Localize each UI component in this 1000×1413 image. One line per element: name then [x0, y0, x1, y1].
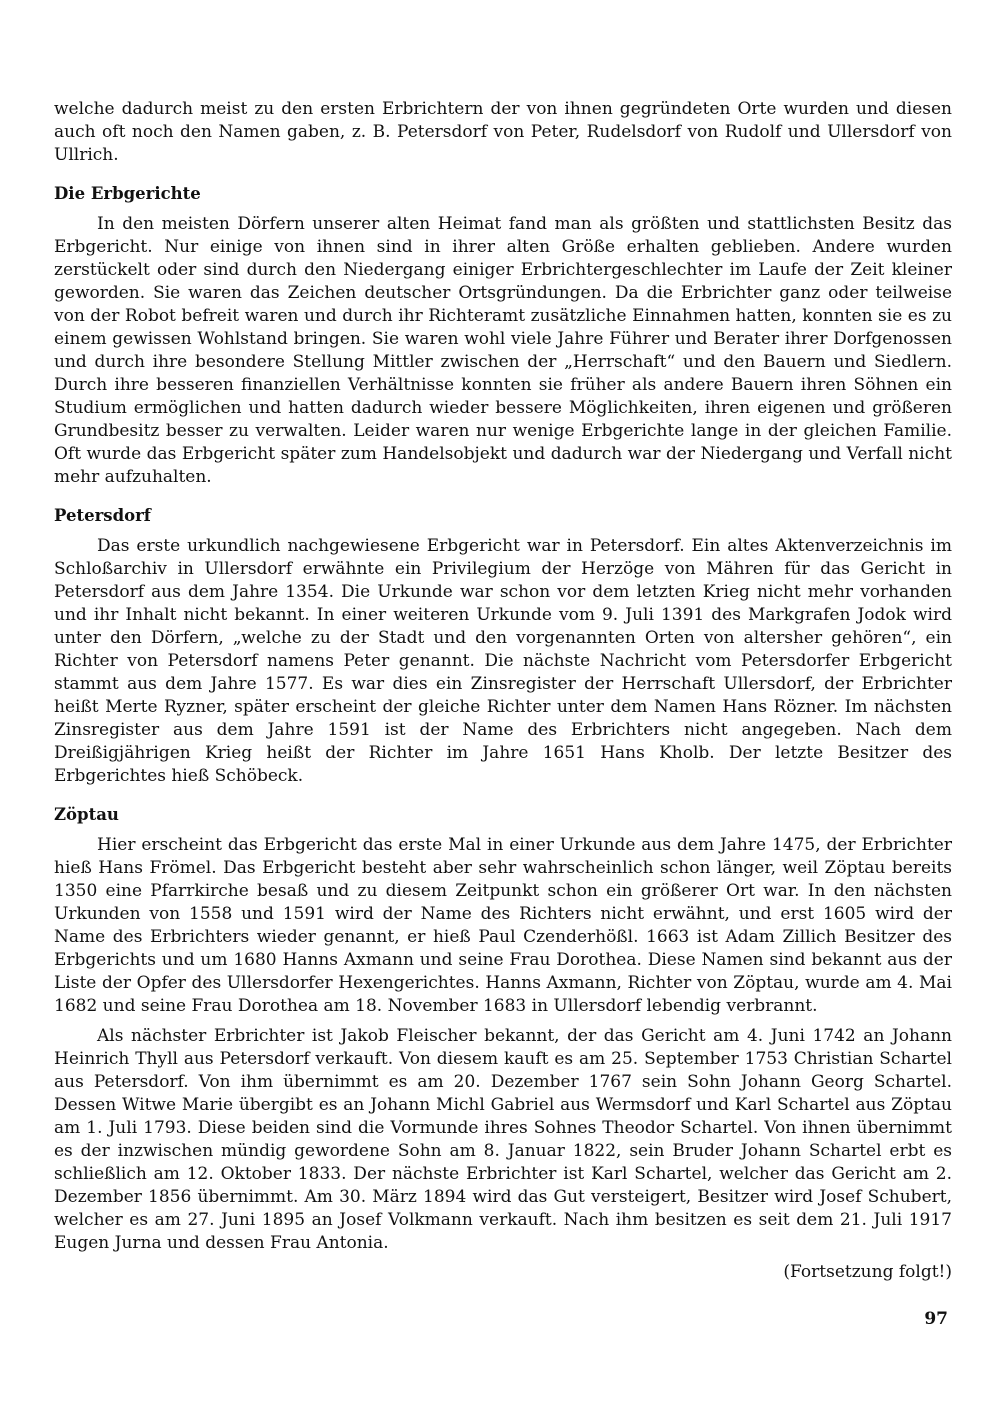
- section-heading-zoeptau: Zöptau: [54, 805, 119, 824]
- section-paragraph: Hier erscheint das Erbgericht das erste Mal in einer Urkunde aus dem Jahre 1475, der Erbrichter hieß Hans Frömel. Das Erbgericht besteht aber sehr wahrscheinlich schon länger, weil Zöptau bereits 1350 eine Pfarrkirche besaß und zu diesem Zeitpunkt schon ein größerer Ort war. In den nächsten Urkunden von 1558 und 1591 wird der Name des Richters nicht erwähnt, und erst 1605 wird der Name des Erbrichters wieder genannt, er hieß Paul Czenderhößl. 1663 ist Adam Zillich Besitzer des Erbgerichts und um 1680 Hanns Axmann und seine Frau Dorothea. Diese Namen sind bekannt aus der Liste der Opfer des Ullersdorfer Hexengerichtes. Hanns Axmann, Richter von Zöptau, wurde am 4. Mai 1682 und seine Frau Dorothea am 18. November 1683 in Ullersdorf lebendig verbrannt.: [54, 835, 952, 1016]
- section-petersdorf: [54, 505, 952, 788]
- section-paragraph: Als nächster Erbrichter ist Jakob Fleischer bekannt, der das Gericht am 4. Juni 1742 an Johann Heinrich Thyll aus Petersdorf verkauft. Von diesem kauft es am 25. September 1753 Christian Schartel aus Petersdorf. Von ihm übernimmt es am 20. Dezember 1767 sein Sohn Johann Georg Schartel. Dessen Witwe Marie übergibt es an Johann Michl Gabriel aus Wermsdorf und Karl Schartel aus Zöptau am 1. Juli 1793. Diese beiden sind die Vormunde ihres Sohnes Theodor Schartel. Von ihnen übernimmt es der inzwischen mündig gewordene Sohn am 8. Januar 1822, sein Bruder Johann Schartel erbt es schließlich am 12. Oktober 1833. Der nächste Erbrichter ist Karl Schartel, welcher das Gericht am 2. Dezember 1856 übernimmt. Am 30. März 1894 wird das Gut versteigert, Besitzer wird Josef Schubert, welcher es am 27. Juni 1895 an Josef Volkmann verkauft. Nach ihm besitzen es seit dem 21. Juli 1917 Eugen Jurna und dessen Frau Antonia.: [54, 1026, 952, 1253]
- page-content: [54, 98, 952, 1284]
- section-heading-erbgerichte: Die Erbgerichte: [54, 184, 201, 203]
- section-heading-petersdorf: Petersdorf: [54, 506, 151, 525]
- section-paragraph: Das erste urkundlich nachgewiesene Erbgericht war in Petersdorf. Ein altes Aktenverzeichnis im Schloßarchiv in Ullersdorf erwähnte ein Privilegium der Herzöge von Mähren für das Gericht in Petersdorf aus dem Jahre 1354. Die Urkunde war schon vor dem letzten Krieg nicht mehr vorhanden und ihr Inhalt nicht bekannt. In einer weiteren Urkunde vom 9. Juli 1391 des Markgrafen Jodok wird unter den Dörfern, „welche zu der Stadt und den vorgenannten Orten von altersher gehören“, ein Richter von Petersdorf namens Peter genannt. Die nächste Nachricht vom Petersdorfer Erbgericht stammt aus dem Jahre 1577. Es war dies ein Zinsregister der Herrschaft Ullersdorf, der Erbrichter heißt Merte Ryzner, später erscheint der gleiche Richter unter dem Namen Hans Rözner. Im nächsten Zinsregister aus dem Jahre 1591 ist der Name des Erbrichters nicht angegeben. Nach dem Dreißigjährigen Krieg heißt der Richter im Jahre 1651 Hans Kholb. Der letzte Besitzer des Erbgerichtes hieß Schöbeck.: [54, 536, 952, 786]
- intro-paragraph: welche dadurch meist zu den ersten Erbrichtern der von ihnen gegründeten Orte wurden und diesen auch oft noch den Namen gaben, z. B. Petersdorf von Peter, Rudelsdorf von Rudolf und Ullersdorf von Ullrich.: [54, 99, 952, 165]
- page-number: 97: [924, 1309, 948, 1329]
- section-paragraph: In den meisten Dörfern unserer alten Heimat fand man als größten und stattlichsten Besitz das Erbgericht. Nur einige von ihnen sind in ihrer alten Größe erhalten geblieben. Andere wurden zerstückelt oder sind durch den Niedergang einiger Erbrichtergeschlechter im Laufe der Zeit kleiner geworden. Sie waren das Zeichen deutscher Ortsgründungen. Da die Erbrichter ganz oder teilweise von der Robot befreit waren und durch ihr Richteramt zusätzliche Einnahmen hatten, konnten sie es zu einem gewissen Wohlstand bringen. Sie waren wohl viele Jahre Führer und Berater ihrer Dorfgenossen und durch ihre besondere Stellung Mittler zwischen der „Herrschaft“ und den Bauern und Siedlern. Durch ihre besseren finanziellen Verhältnisse konnten sie früher als andere Bauern ihren Söhnen ein Studium ermöglichen und hatten dadurch wieder bessere Möglichkeiten, ihren eigenen und größeren Grundbesitz besser zu verwalten. Leider waren nur wenige Erbgerichte lange in der gleichen Familie. Oft wurde das Erbgericht später zum Handelsobjekt und dadurch war der Niedergang und Verfall nicht mehr aufzuhalten.: [54, 214, 952, 487]
- continuation-note: (Fortsetzung folgt!): [783, 1262, 952, 1282]
- section-zoeptau: [54, 804, 952, 1255]
- section-erbgerichte: [54, 183, 952, 489]
